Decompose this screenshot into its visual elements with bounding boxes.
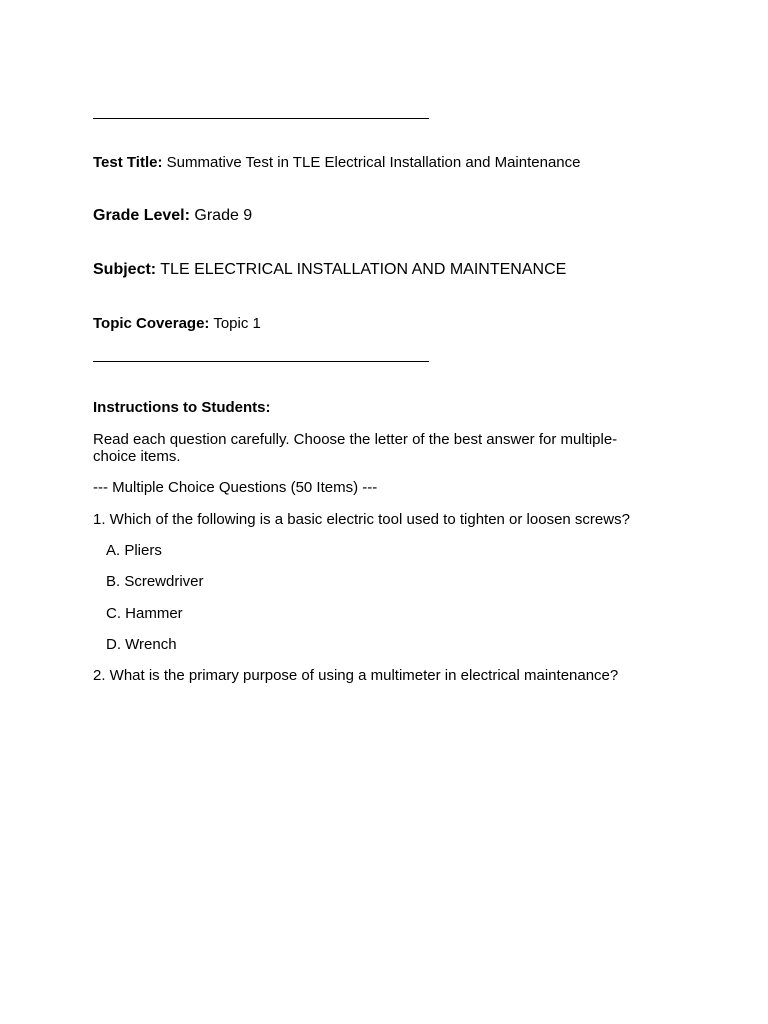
- topic-coverage-value: Topic 1: [213, 315, 261, 332]
- test-title-value: Summative Test in TLE Electrical Installation and Maintenance: [166, 154, 581, 171]
- instructions-text: Read each question carefully. Choose the letter of the best answer for multiple-choice items.: [93, 431, 618, 465]
- question-1-option-b: B. Screwdriver: [106, 573, 204, 590]
- top-divider: [93, 118, 429, 119]
- subject-line: [93, 261, 566, 279]
- instructions-heading: Instructions to Students:: [93, 399, 271, 416]
- test-title-line: [93, 154, 580, 171]
- section-heading: --- Multiple Choice Questions (50 Items) ---: [93, 479, 378, 496]
- test-title-label: Test Title:: [93, 154, 163, 171]
- question-1-option-c: C. Hammer: [106, 605, 183, 622]
- topic-coverage-line: [93, 315, 261, 332]
- document-page: [93, 0, 693, 1024]
- grade-level-value: Grade 9: [194, 207, 253, 224]
- topic-coverage-label: Topic Coverage:: [93, 315, 210, 332]
- question-1-option-d: D. Wrench: [106, 636, 177, 653]
- grade-level-label: Grade Level:: [93, 207, 190, 224]
- subject-value: TLE ELECTRICAL INSTALLATION AND MAINTENANCE: [160, 261, 567, 278]
- grade-level-line: [93, 207, 252, 225]
- question-2-text: 2. What is the primary purpose of using a multimeter in electrical maintenance?: [93, 667, 619, 684]
- subject-label: Subject:: [93, 261, 157, 278]
- bottom-divider: [93, 361, 429, 362]
- question-1-text: 1. Which of the following is a basic electric tool used to tighten or loosen screws?: [93, 511, 630, 528]
- question-1-option-a: A. Pliers: [106, 542, 162, 559]
